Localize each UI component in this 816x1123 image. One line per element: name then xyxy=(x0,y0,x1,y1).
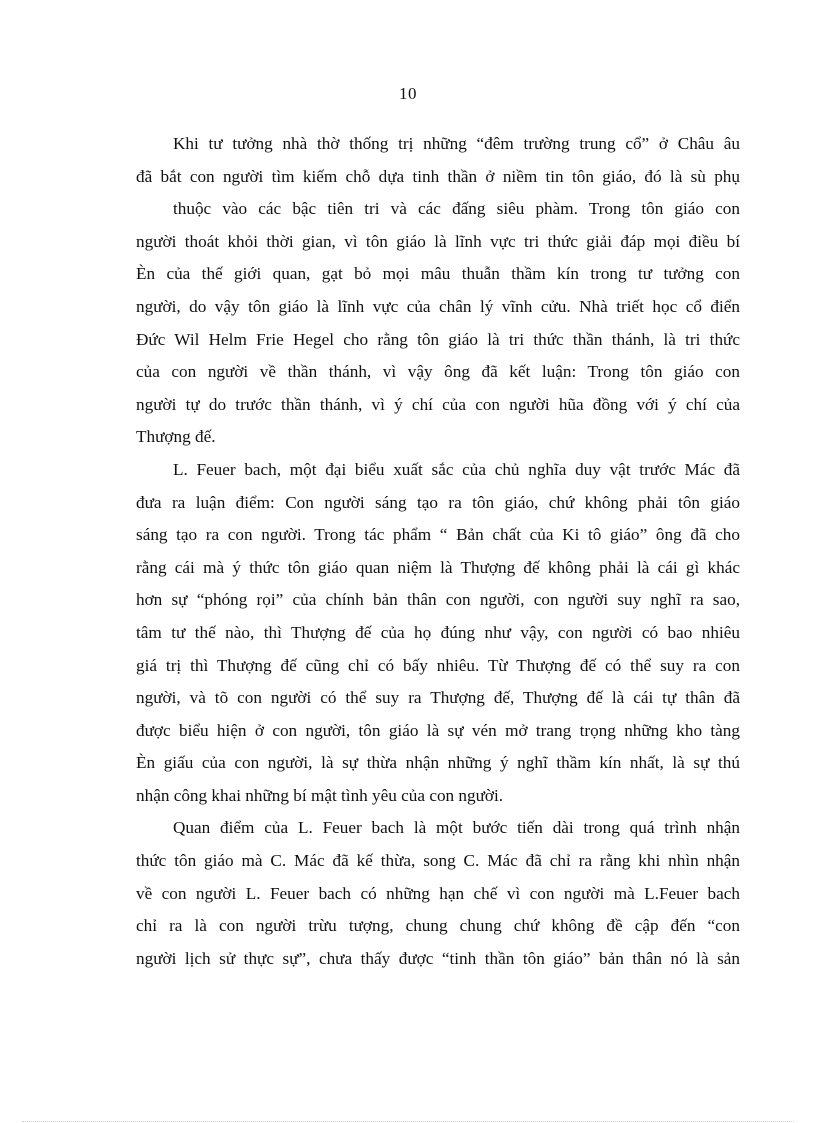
text-line: người tự do trước thần thánh, vì ý chí của con người hũa đồng với ý chí của xyxy=(136,394,740,414)
text-line: hơn sự “phóng rọi” của chính bản thân con người, con người suy nghĩ ra sao, xyxy=(136,590,740,610)
text-line: rằng cái mà ý thức tôn giáo quan niệm là Thượng đế không phải là cái gì khác xyxy=(136,557,740,577)
text-line: đưa ra luận điểm: Con người sáng tạo ra tôn giáo, chứ không phải tôn giáo xyxy=(136,492,740,512)
text-line: về con người L. Feuer bach có những hạn chế vì con người mà L.Feuer bach xyxy=(136,883,740,903)
text-line: thức tôn giáo mà C. Mác đã kế thừa, song C. Mác đã chỉ ra rằng khi nhìn nhận xyxy=(136,851,740,871)
page-bottom-rule xyxy=(22,1121,794,1122)
text-line: nhận công khai những bí mật tình yêu của con người. xyxy=(136,785,504,805)
text-line: người, do vậy tôn giáo là lĩnh vực của chân lý vĩnh cửu. Nhà triết học cổ điển xyxy=(136,296,740,316)
text-line: Èn giấu của con người, là sự thừa nhận những ý nghĩ thầm kín nhất, là sự thú xyxy=(136,753,740,773)
text-line: giá trị thì Thượng đế cũng chỉ có bấy nhiêu. Từ Thượng đế có thể suy ra con xyxy=(136,655,740,675)
text-line: L. Feuer bach, một đại biểu xuất sắc của chủ nghĩa duy vật trước Mác đã xyxy=(173,459,740,479)
text-line: sáng tạo ra con người. Trong tác phẩm “ Bản chất của Ki tô giáo” ông đã cho xyxy=(136,525,740,545)
page-number: 10 xyxy=(399,84,417,103)
text-line: người, và tõ con người có thể suy ra Thượng đế, Thượng đế là cái tự thân đã xyxy=(136,688,740,708)
paragraph xyxy=(136,128,740,454)
text-line: Thượng đế. xyxy=(136,427,216,447)
text-line: Đức Wil Helm Frie Hegel cho rằng tôn giáo là tri thức thần thánh, là tri thức xyxy=(136,329,740,349)
text-line: đã bắt con người tìm kiếm chỗ dựa tinh thần ở niềm tin tôn giáo, đó là sù phụ xyxy=(136,166,740,186)
text-line: tâm tư thế nào, thì Thượng đế của họ đúng như vậy, con người có bao nhiêu xyxy=(136,622,740,642)
text-line: thuộc vào các bậc tiên tri và các đấng siêu phàm. Trong tôn giáo con xyxy=(173,199,740,219)
text-line: chỉ ra là con người trừu tượng, chung chung chứ không đề cập đến “con xyxy=(136,916,740,936)
paragraph xyxy=(136,812,740,975)
text-line: được biểu hiện ở con người, tôn giáo là sự vén mở trang trọng những kho tàng xyxy=(136,720,740,740)
text-line: Khi tư tưởng nhà thờ thống trị những “đêm trường trung cổ” ở Châu âu xyxy=(173,134,740,153)
text-line: của con người về thần thánh, vì vậy ông đã kết luận: Trong tôn giáo con xyxy=(136,362,740,382)
body-text xyxy=(136,128,740,975)
text-line: người lịch sử thực sự”, chưa thấy được “tinh thần tôn giáo” bản thân nó là sản xyxy=(136,948,740,968)
text-line: Quan điểm của L. Feuer bach là một bước tiến dài trong quá trình nhận xyxy=(173,818,740,838)
paragraph xyxy=(136,454,740,813)
text-line: người thoát khỏi thời gian, vì tôn giáo là lĩnh vực tri thức giải đáp mọi điều bí xyxy=(136,231,740,251)
text-line: Èn của thế giới quan, gạt bỏ mọi mâu thuẫn thầm kín trong tư tưởng con xyxy=(136,264,740,284)
